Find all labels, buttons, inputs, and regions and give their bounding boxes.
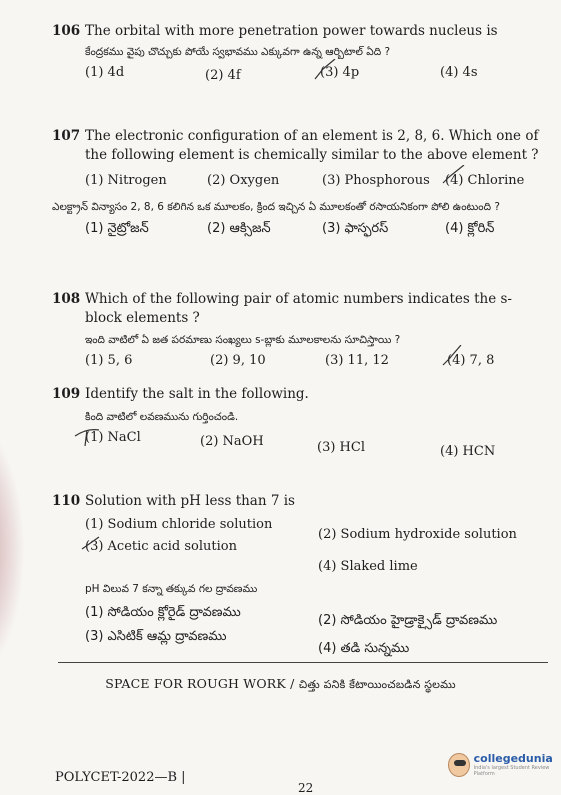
option-1[interactable]: (1) Sodium chloride solution xyxy=(85,517,273,532)
answer-tick-icon xyxy=(81,535,101,553)
brand-tagline: India's largest Student Review Platform xyxy=(473,765,550,777)
question-108 xyxy=(52,290,547,375)
option-4[interactable]: (4) HCN xyxy=(440,444,496,459)
question-text-te: కింది వాటిలో లవణమును గుర్తించండి. xyxy=(85,411,239,423)
option-4[interactable]: (4) Chlorine xyxy=(445,173,525,188)
question-109 xyxy=(52,385,547,464)
rough-work-label xyxy=(0,676,561,693)
option-te-2[interactable]: (2) సోడియం హైడ్రాక్సైడ్ ద్రావణము xyxy=(318,613,498,628)
page-number: 22 xyxy=(298,781,314,795)
option-2[interactable]: (2) Oxygen xyxy=(207,173,280,188)
option-te-3[interactable]: (3) ఫాస్ఫరస్ xyxy=(322,221,389,236)
option-te-3[interactable]: (3) ఎసిటిక్ ఆమ్ల ద్రావణము xyxy=(85,629,227,644)
rough-work-te: చిత్తు పనికి కేటాయించబడిన స్థలము xyxy=(298,678,456,691)
question-107 xyxy=(52,127,547,242)
question-110 xyxy=(52,492,547,656)
option-te-1[interactable]: (1) సోడియం క్లోరైడ్ ద్రావణము xyxy=(85,605,241,620)
answer-tick-icon xyxy=(441,345,465,371)
question-text-en: Identify the salt in the following. xyxy=(85,386,309,402)
question-number: 107 xyxy=(52,128,81,144)
option-te-1[interactable]: (1) నైట్రోజన్ xyxy=(85,221,149,236)
option-2[interactable]: (2) 9, 10 xyxy=(210,353,266,368)
question-text-en: The orbital with more penetration power towards nucleus is xyxy=(85,23,498,39)
option-4[interactable]: (4) Slaked lime xyxy=(318,559,418,574)
brand-logo xyxy=(448,752,561,777)
question-text-en: Solution with pH less than 7 is xyxy=(85,493,295,509)
question-text-te: pH విలువ 7 కన్నా తక్కువ గల ద్రావణము xyxy=(85,583,258,595)
question-text-en: Which of the following pair of atomic numbers indicates the s-block elements ? xyxy=(85,291,512,326)
collegedunia-logo-icon xyxy=(448,753,470,777)
question-text-en: The electronic configuration of an element is 2, 8, 6. Which one of the following element is chemically similar to the above element ? xyxy=(85,128,539,163)
option-3[interactable]: (3) 4p xyxy=(320,65,360,80)
question-number: 108 xyxy=(52,291,81,307)
option-4[interactable]: (4) 4s xyxy=(440,65,478,80)
question-text-te: కేంద్రకము వైపు చొచ్చుకు పోయే స్వభావము ఎక్కువగా ఉన్న ఆర్బిటాల్ ఏది ? xyxy=(85,46,391,58)
answer-tick-icon xyxy=(73,424,101,448)
option-2[interactable]: (2) NaOH xyxy=(200,434,264,449)
option-1[interactable]: (1) 5, 6 xyxy=(85,353,133,368)
question-106 xyxy=(52,22,547,87)
option-te-2[interactable]: (2) ఆక్సిజన్ xyxy=(207,221,271,236)
question-number: 109 xyxy=(52,386,81,402)
option-3[interactable]: (3) HCl xyxy=(317,440,365,455)
option-1[interactable]: (1) 4d xyxy=(85,65,125,80)
option-2[interactable]: (2) 4f xyxy=(205,68,241,83)
option-1[interactable]: (1) NaCl xyxy=(85,430,141,445)
option-te-4[interactable]: (4) తడి సున్నము xyxy=(318,641,410,656)
option-3[interactable]: (3) 11, 12 xyxy=(325,353,389,368)
question-number: 110 xyxy=(52,493,81,509)
option-3[interactable]: (3) Acetic acid solution xyxy=(85,539,237,554)
option-1[interactable]: (1) Nitrogen xyxy=(85,173,167,188)
divider-line xyxy=(58,662,548,663)
option-4[interactable]: (4) 7, 8 xyxy=(447,353,495,368)
option-2[interactable]: (2) Sodium hydroxide solution xyxy=(318,527,517,542)
question-text-te: ఇంది వాటిలో ఏ జత పరమాణు సంఖ్యలు s-బ్లాకు మూలకాలను సూచిస్తాయి ? xyxy=(85,334,401,346)
answer-tick-icon xyxy=(313,59,337,85)
page-edge-shadow xyxy=(0,420,25,680)
rough-work-en: SPACE FOR ROUGH WORK / xyxy=(105,676,295,691)
option-3[interactable]: (3) Phosphorous xyxy=(322,173,430,188)
option-te-4[interactable]: (4) క్లోరిన్ xyxy=(445,221,495,236)
question-number: 106 xyxy=(52,23,81,39)
brand-name: collegedunia xyxy=(473,752,553,765)
answer-tick-icon xyxy=(440,165,466,191)
footer-exam-code: POLYCET-2022—B | xyxy=(55,770,186,785)
question-text-te: ఎలక్ట్రాన్ విన్యాసం 2, 8, 6 కలిగిన ఒక మూలకం, క్రింద ఇచ్చిన ఏ మూలకంతో రసాయనికంగా పోలి ఉంటుంది ? xyxy=(52,201,500,213)
